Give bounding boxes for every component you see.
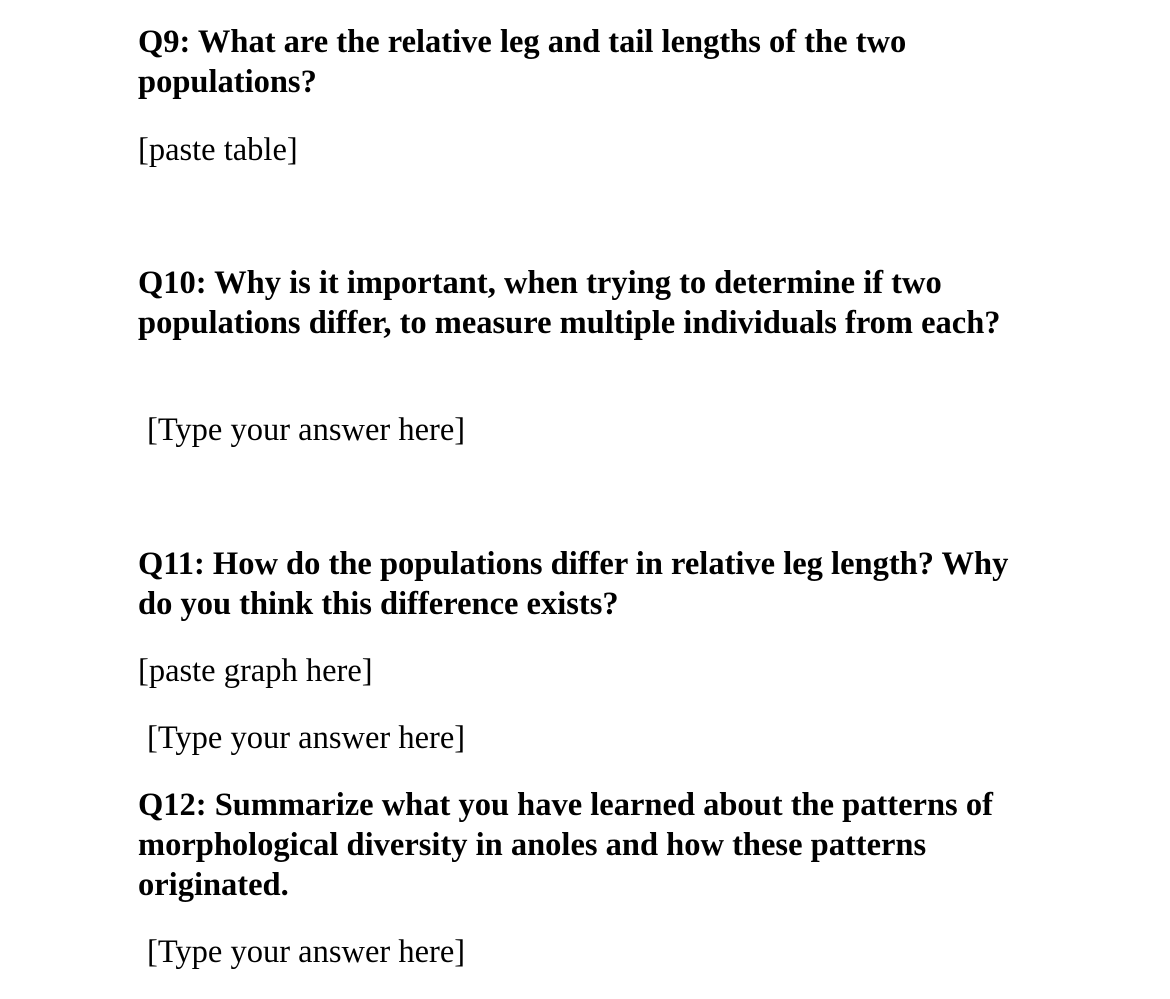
- question-q11-title: Q11: How do the populations differ in relative leg length? Why do you think this difference exists?: [138, 546, 1009, 622]
- graph-placeholder-q11[interactable]: [paste graph here]: [138, 653, 373, 689]
- answer-placeholder-q12[interactable]: [Type your answer here]: [147, 934, 466, 970]
- answer-placeholder-q11[interactable]: [Type your answer here]: [147, 720, 466, 756]
- question-q10-title: Q10: Why is it important, when trying to determine if two populations differ, to measure multiple individuals from each?: [138, 265, 1001, 341]
- question-q12-title: Q12: Summarize what you have learned about the patterns of morphological diversity in anoles and how these patterns originated.: [138, 787, 993, 903]
- answer-placeholder-q10[interactable]: [Type your answer here]: [147, 412, 466, 448]
- answer-placeholder-q9[interactable]: [paste table]: [138, 132, 298, 168]
- question-q9-title: Q9: What are the relative leg and tail lengths of the two populations?: [138, 24, 907, 100]
